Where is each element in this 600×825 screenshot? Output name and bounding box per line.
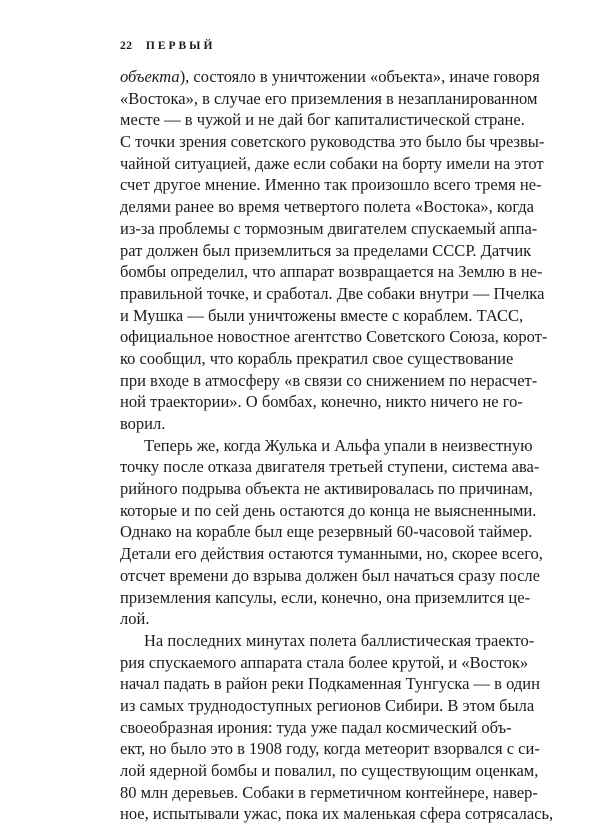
text-line: ко сообщил, что корабль прекратил свое существование: [120, 348, 514, 368]
text-line: Однако на корабле был еще резервный 60-часовой таймер.: [120, 522, 533, 542]
text-line: ворил.: [120, 414, 166, 433]
page-number: 22: [120, 40, 133, 52]
text-line: из самых труднодоступных регионов Сибири. В этом была: [120, 695, 535, 715]
text-line: и Мушка — были уничтожены вместе с кораблем. ТАСС,: [120, 305, 524, 325]
text-line: С точки зрения советского руководства это было бы чрезвы-: [120, 132, 545, 152]
text-line: На последних минутах полета баллистическая траекто-: [144, 630, 535, 650]
text-line: при входе в атмосферу «в связи со снижением по нерасчет-: [120, 370, 538, 390]
text-line: месте — в чужой и не дай бог капиталистической стране.: [120, 110, 525, 130]
text-line: делями ранее во время четвертого полета «Востока», когда: [120, 197, 534, 217]
text-line: лой ядерной бомбы и повалил, по существующим оценкам,: [120, 761, 539, 780]
text-line: Детали его действия остаются туманными, но, скорее всего,: [120, 544, 543, 564]
body-text: [120, 66, 554, 825]
text-line: чайной ситуацией, даже если собаки на борту имели на этот: [120, 153, 544, 173]
text-line: рийного подрыва объекта не активировалась по причинам,: [120, 479, 533, 499]
text-line: бомбы определил, что аппарат возвращается на Землю в не-: [120, 262, 543, 282]
text-line: ное, испытывали ужас, пока их маленькая сфера сотрясалась,: [120, 804, 554, 824]
text-line: ной траектории». О бомбах, конечно, никто ничего не го-: [120, 392, 523, 412]
text-line: счет другое мнение. Именно так произошло всего тремя не-: [120, 175, 542, 195]
paragraph: [120, 630, 554, 825]
text-line: приземления капсулы, если, конечно, она приземлится це-: [120, 587, 531, 607]
paragraph: [120, 435, 543, 630]
text-line: отсчет времени до взрыва должен был начаться сразу после: [120, 565, 540, 585]
paragraph: [120, 66, 548, 435]
text-line: 80 млн деревьев. Собаки в герметичном контейнере, навер-: [120, 782, 538, 802]
text-line: объекта), состояло в уничтожении «объекта», иначе говоря: [120, 67, 540, 86]
chapter-title: ПЕРВЫЙ: [145, 40, 216, 52]
text-line: ект, но было это в 1908 году, когда метеорит взорвался с си-: [120, 739, 540, 759]
text-line: рия спускаемого аппарата стала более крутой, и «Восток»: [120, 652, 529, 672]
text-line: «Востока», в случае его приземления в незапланированном: [120, 88, 538, 108]
running-head: [120, 40, 215, 52]
text-line: рат должен был приземлиться за пределами СССР. Датчик: [120, 240, 532, 260]
text-line: которые и по сей день остаются до конца не выясненными.: [120, 500, 537, 520]
text-line: начал падать в район реки Подкаменная Тунгуска — в один: [120, 674, 540, 694]
text-line: лой.: [120, 609, 150, 629]
italic-word: объекта: [120, 67, 180, 86]
text-line: точку после отказа двигателя третьей ступени, система ава-: [120, 457, 540, 477]
text-line: из-за проблемы с тормозным двигателем спускаемый аппа-: [120, 218, 538, 238]
text-line: правильной точке, и сработал. Две собаки внутри — Пчелка: [120, 283, 545, 303]
text-line: Теперь же, когда Жулька и Альфа упали в неизвестную: [144, 435, 533, 455]
text-line: официальное новостное агентство Советского Союза, корот-: [120, 327, 548, 347]
text-line: своеобразная ирония: туда уже падал космический объ-: [120, 717, 512, 737]
